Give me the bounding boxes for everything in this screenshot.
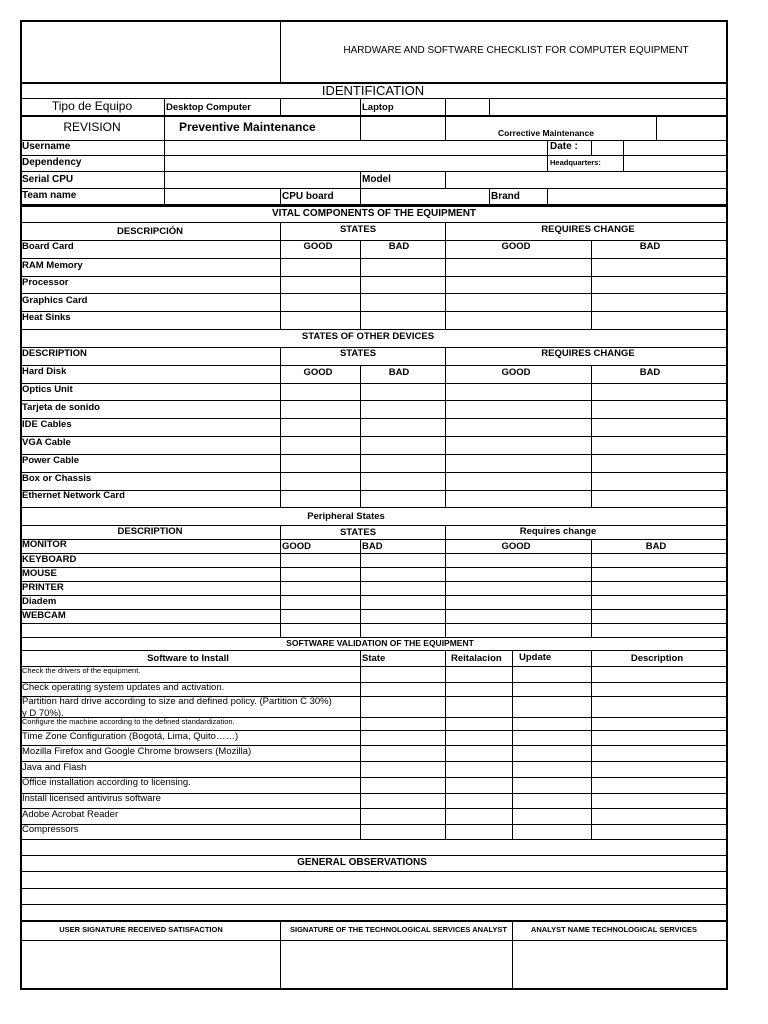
other-good-header: GOOD bbox=[303, 367, 333, 378]
other-change-good-header: GOOD bbox=[501, 367, 531, 378]
line bbox=[20, 581, 728, 582]
line bbox=[20, 507, 728, 508]
line bbox=[280, 222, 281, 329]
line bbox=[20, 155, 728, 156]
corrective-label: Corrective Maintenance bbox=[498, 128, 594, 138]
other-change-bad-header: BAD bbox=[639, 367, 661, 378]
identification-title: IDENTIFICATION bbox=[321, 83, 425, 98]
header-divider bbox=[280, 20, 281, 82]
line bbox=[20, 539, 728, 540]
checklist-sheet bbox=[20, 20, 728, 990]
line bbox=[20, 240, 728, 241]
vital-item: Heat Sinks bbox=[22, 312, 71, 323]
revision-label: REVISION bbox=[63, 120, 121, 134]
peripheral-item: MOUSE bbox=[22, 568, 57, 579]
line bbox=[20, 553, 728, 554]
dependency-label: Dependency bbox=[22, 157, 82, 168]
peripheral-change-good-header: GOOD bbox=[501, 541, 531, 552]
preventive-label: Preventive Maintenance bbox=[179, 120, 316, 134]
brand-label: Brand bbox=[491, 191, 520, 202]
line bbox=[20, 329, 728, 330]
other-states-header: STATES bbox=[339, 348, 377, 359]
line bbox=[164, 140, 165, 206]
line bbox=[20, 650, 728, 651]
line bbox=[360, 650, 361, 839]
software-item: Mozilla Firefox and Google Chrome browsers (Mozilla) bbox=[22, 746, 252, 757]
border-right bbox=[726, 20, 728, 990]
software-item: Check operating system updates and activation. bbox=[22, 682, 225, 693]
other-item: IDE Cables bbox=[22, 419, 72, 430]
vital-change-good-header: GOOD bbox=[501, 241, 531, 252]
line bbox=[20, 258, 728, 259]
line bbox=[445, 222, 446, 329]
vital-states-header: STATES bbox=[339, 224, 377, 235]
other-item: Power Cable bbox=[22, 455, 80, 466]
other-section-title: STATES OF OTHER DEVICES bbox=[301, 331, 435, 342]
observations-title: GENERAL OBSERVATIONS bbox=[297, 857, 427, 868]
software-section-title: SOFTWARE VALIDATION OF THE EQUIPMENT bbox=[286, 638, 474, 648]
date-label: Date : bbox=[550, 141, 578, 152]
software-reitalacion-header: Reitalacion bbox=[451, 653, 502, 664]
line bbox=[20, 400, 728, 401]
line bbox=[20, 920, 728, 922]
line bbox=[445, 347, 446, 507]
peripheral-states-header: STATES bbox=[339, 527, 377, 538]
software-item: y D 70%). bbox=[22, 708, 64, 719]
peripheral-item: WEBCAM bbox=[22, 610, 66, 621]
other-item: Ethernet Network Card bbox=[22, 490, 125, 501]
other-bad-header: BAD bbox=[388, 367, 410, 378]
line bbox=[20, 454, 728, 455]
line bbox=[360, 365, 361, 507]
other-item: Box or Chassis bbox=[22, 473, 92, 484]
line bbox=[20, 418, 728, 419]
line bbox=[280, 98, 281, 115]
line bbox=[280, 188, 281, 205]
peripheral-item: Diadem bbox=[22, 596, 57, 607]
line bbox=[164, 98, 165, 115]
peripheral-requires-header: Requires change bbox=[519, 526, 597, 537]
line bbox=[20, 824, 728, 825]
software-item: Configure the machine according to the defined standardization. bbox=[22, 717, 235, 726]
line bbox=[164, 115, 165, 140]
analyst-signature-label: SIGNATURE OF THE TECHNOLOGICAL SERVICES ANALYST bbox=[290, 925, 507, 934]
line bbox=[280, 525, 281, 637]
vital-description-header: DESCRIPCIÓN bbox=[117, 226, 183, 237]
line bbox=[591, 650, 592, 839]
software-item: Java and Flash bbox=[22, 762, 87, 773]
software-item: Install licensed antivirus software bbox=[22, 793, 161, 804]
line bbox=[20, 383, 728, 384]
line bbox=[20, 839, 728, 840]
form-title: HARDWARE AND SOFTWARE CHECKLIST FOR COMPUTER EQUIPMENT bbox=[343, 45, 689, 56]
line bbox=[20, 365, 728, 366]
line bbox=[623, 140, 624, 171]
peripheral-change-bad-header: BAD bbox=[645, 541, 667, 552]
line bbox=[360, 171, 361, 188]
peripheral-good-header: GOOD bbox=[282, 541, 312, 552]
line bbox=[20, 472, 728, 473]
headquarters-label: Headquarters: bbox=[550, 158, 601, 167]
vital-item: Board Card bbox=[22, 241, 74, 252]
line bbox=[445, 98, 446, 115]
line bbox=[20, 311, 728, 312]
line bbox=[20, 761, 728, 762]
other-item: VGA Cable bbox=[22, 437, 71, 448]
line bbox=[20, 205, 728, 207]
border-top bbox=[20, 20, 728, 22]
line bbox=[280, 920, 281, 988]
software-item: Compressors bbox=[22, 824, 79, 835]
line bbox=[360, 240, 361, 329]
line bbox=[512, 650, 513, 839]
vital-requires-header: REQUIRES CHANGE bbox=[541, 224, 635, 235]
software-item: Adobe Acrobat Reader bbox=[22, 809, 119, 820]
software-update-header: Update bbox=[519, 652, 552, 663]
vital-change-bad-header: BAD bbox=[639, 241, 661, 252]
vital-good-header: GOOD bbox=[303, 241, 333, 252]
line bbox=[512, 920, 513, 988]
other-requires-header: REQUIRES CHANGE bbox=[541, 348, 635, 359]
line bbox=[20, 490, 728, 491]
line bbox=[20, 888, 728, 889]
software-state-header: State bbox=[362, 653, 386, 664]
line bbox=[20, 855, 728, 856]
other-item: Optics Unit bbox=[22, 384, 73, 395]
line bbox=[445, 650, 446, 839]
line bbox=[591, 240, 592, 329]
line bbox=[489, 188, 490, 205]
line bbox=[489, 98, 490, 115]
vital-item: Processor bbox=[22, 277, 69, 288]
line bbox=[591, 365, 592, 507]
line bbox=[20, 276, 728, 277]
line bbox=[20, 609, 728, 610]
peripheral-description-header: DESCRIPTION bbox=[117, 526, 183, 537]
model-label: Model bbox=[362, 174, 391, 185]
line bbox=[20, 904, 728, 905]
line bbox=[656, 115, 657, 140]
team-label: Team name bbox=[22, 190, 77, 201]
line bbox=[20, 940, 728, 941]
line bbox=[445, 115, 446, 140]
software-description-header: Description bbox=[630, 653, 684, 664]
vital-section-title: VITAL COMPONENTS OF THE EQUIPMENT bbox=[271, 208, 477, 219]
line bbox=[445, 525, 446, 637]
line bbox=[591, 140, 592, 155]
username-label: Username bbox=[22, 141, 71, 152]
line bbox=[20, 222, 728, 223]
peripheral-item: MONITOR bbox=[22, 539, 67, 550]
line bbox=[20, 808, 728, 809]
peripheral-bad-header: BAD bbox=[362, 541, 383, 552]
line bbox=[20, 293, 728, 294]
equipment-type-label: Tipo de Equipo bbox=[51, 99, 133, 113]
line bbox=[280, 347, 281, 507]
line bbox=[445, 171, 446, 188]
line bbox=[20, 567, 728, 568]
line bbox=[360, 188, 361, 205]
line bbox=[20, 115, 728, 117]
line bbox=[360, 115, 361, 140]
other-item: Tarjeta de sonido bbox=[22, 402, 100, 413]
line bbox=[20, 188, 728, 189]
line bbox=[547, 140, 548, 155]
peripheral-item: KEYBOARD bbox=[22, 554, 77, 565]
line bbox=[547, 188, 548, 205]
line bbox=[20, 595, 728, 596]
line bbox=[20, 871, 728, 872]
other-item: Hard Disk bbox=[22, 366, 67, 377]
analyst-name-label: ANALYST NAME TECHNOLOGICAL SERVICES bbox=[530, 925, 698, 934]
vital-item: Graphics Card bbox=[22, 295, 88, 306]
other-description-header: DESCRIPTION bbox=[22, 348, 87, 359]
border-bottom bbox=[20, 988, 728, 990]
software-item: Partition hard drive according to size and defined policy. (Partition C 30%) bbox=[22, 696, 332, 707]
vital-item: RAM Memory bbox=[22, 260, 83, 271]
line bbox=[591, 539, 592, 637]
line bbox=[20, 623, 728, 624]
line bbox=[360, 98, 361, 115]
line bbox=[20, 171, 728, 172]
peripheral-section-title: Peripheral States bbox=[307, 511, 385, 522]
vital-bad-header: BAD bbox=[388, 241, 410, 252]
line bbox=[20, 436, 728, 437]
line bbox=[547, 155, 548, 171]
software-install-header: Software to Install bbox=[147, 653, 229, 664]
peripheral-item: PRINTER bbox=[22, 582, 64, 593]
line bbox=[20, 140, 728, 141]
user-signature-label: USER SIGNATURE RECEIVED SATISFACTION bbox=[59, 925, 223, 934]
line bbox=[360, 539, 361, 637]
serial-label: Serial CPU bbox=[22, 174, 74, 185]
laptop-label: Laptop bbox=[362, 102, 394, 113]
software-item: Office installation according to licensing. bbox=[22, 777, 191, 788]
software-item: Time Zone Configuration (Bogotá, Lima, Quito……) bbox=[22, 731, 239, 742]
cpu-board-label: CPU board bbox=[282, 191, 334, 202]
desktop-label: Desktop Computer bbox=[166, 102, 251, 113]
software-item: Check the drivers of the equipment. bbox=[22, 666, 141, 675]
